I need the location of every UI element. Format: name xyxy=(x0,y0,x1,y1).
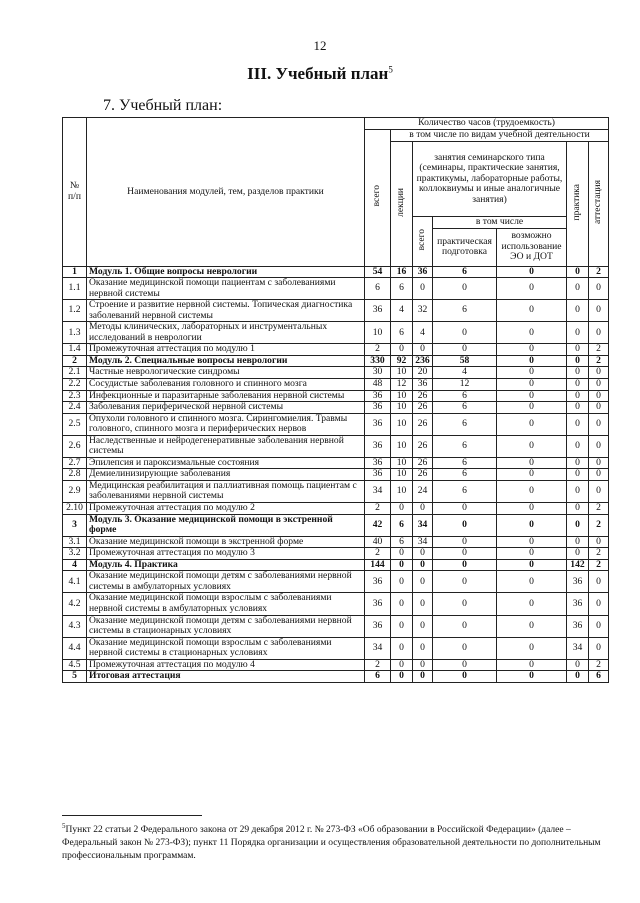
row-value: 6 xyxy=(391,536,413,548)
row-value: 34 xyxy=(365,637,391,659)
row-value: 0 xyxy=(391,659,413,671)
row-value: 0 xyxy=(589,615,609,637)
table-row xyxy=(63,300,609,322)
row-value: 34 xyxy=(413,514,433,536)
table-row xyxy=(63,469,609,481)
row-number: 2.5 xyxy=(63,413,87,435)
section-title-text: III. Учебный план xyxy=(247,64,389,83)
table-row xyxy=(63,435,609,457)
row-value: 0 xyxy=(413,278,433,300)
row-value: 6 xyxy=(391,322,413,344)
row-value: 0 xyxy=(413,571,433,593)
row-value: 0 xyxy=(497,671,567,683)
row-value: 36 xyxy=(365,435,391,457)
row-number: 2.7 xyxy=(63,457,87,469)
row-value: 6 xyxy=(433,266,497,278)
row-value: 4 xyxy=(433,367,497,379)
row-value: 0 xyxy=(567,671,589,683)
table-row xyxy=(63,413,609,435)
row-name: Оказание медицинской помощи взрослым с заболеваниями нервной системы в стационарных условиях xyxy=(87,637,365,659)
row-name: Модуль 4. Практика xyxy=(87,559,365,571)
row-value: 2 xyxy=(589,355,609,367)
row-value: 0 xyxy=(497,322,567,344)
table-body xyxy=(63,266,609,682)
row-value: 26 xyxy=(413,413,433,435)
row-value: 0 xyxy=(497,637,567,659)
row-value: 42 xyxy=(365,514,391,536)
table-row xyxy=(63,514,609,536)
row-value: 0 xyxy=(567,355,589,367)
row-value: 2 xyxy=(365,503,391,515)
row-value: 0 xyxy=(497,457,567,469)
row-value: 36 xyxy=(365,469,391,481)
row-value: 0 xyxy=(433,503,497,515)
row-value: 0 xyxy=(433,536,497,548)
row-value: 0 xyxy=(567,367,589,379)
header-incl-types: в том числе по видам учебной деятельности xyxy=(391,130,609,142)
header-attestation: аттестация xyxy=(593,180,604,224)
table-row xyxy=(63,637,609,659)
table-row xyxy=(63,548,609,560)
table-row xyxy=(63,344,609,356)
table-row xyxy=(63,571,609,593)
row-value: 0 xyxy=(589,480,609,502)
header-vsego2: всего xyxy=(417,228,428,251)
subtitle: 7. Учебный план: xyxy=(103,97,223,114)
row-number: 4.3 xyxy=(63,615,87,637)
row-value: 0 xyxy=(497,503,567,515)
row-value: 0 xyxy=(391,615,413,637)
row-value: 0 xyxy=(497,435,567,457)
row-value: 10 xyxy=(365,322,391,344)
row-value: 10 xyxy=(391,435,413,457)
row-value: 0 xyxy=(567,278,589,300)
row-value: 330 xyxy=(365,355,391,367)
row-value: 10 xyxy=(391,413,413,435)
footnote xyxy=(62,822,610,863)
table-row xyxy=(63,322,609,344)
row-name: Модуль 3. Оказание медицинской помощи в экстренной форме xyxy=(87,514,365,536)
row-name: Оказание медицинской помощи в экстренной форме xyxy=(87,536,365,548)
row-value: 0 xyxy=(497,559,567,571)
row-value: 0 xyxy=(391,548,413,560)
section-title-footnote-mark: 5 xyxy=(388,64,393,75)
table-row xyxy=(63,266,609,278)
row-value: 0 xyxy=(413,637,433,659)
row-value: 36 xyxy=(413,379,433,391)
row-value: 26 xyxy=(413,457,433,469)
row-name: Эпилепсия и пароксизмальные состояния xyxy=(87,457,365,469)
header-name: Наименования модулей, тем, разделов практики xyxy=(87,118,365,267)
row-number: 1.2 xyxy=(63,300,87,322)
row-value: 0 xyxy=(433,278,497,300)
curriculum-table xyxy=(62,117,609,683)
row-name: Оказание медицинской помощи пациентам с заболеваниями нервной системы xyxy=(87,278,365,300)
row-value: 0 xyxy=(497,355,567,367)
row-value: 36 xyxy=(365,593,391,615)
row-value: 0 xyxy=(497,469,567,481)
row-value: 0 xyxy=(497,379,567,391)
row-value: 10 xyxy=(391,367,413,379)
table-row xyxy=(63,402,609,414)
row-value: 2 xyxy=(589,548,609,560)
row-value: 0 xyxy=(567,413,589,435)
row-value: 36 xyxy=(365,390,391,402)
row-value: 36 xyxy=(365,457,391,469)
header-attestation-cell xyxy=(589,142,609,267)
row-value: 36 xyxy=(365,615,391,637)
row-value: 0 xyxy=(567,344,589,356)
header-lectures-cell xyxy=(391,142,413,267)
row-value: 6 xyxy=(433,457,497,469)
row-name: Демиелинизирующие заболевания xyxy=(87,469,365,481)
row-value: 0 xyxy=(433,548,497,560)
row-number: 2 xyxy=(63,355,87,367)
row-value: 0 xyxy=(589,402,609,414)
row-value: 0 xyxy=(391,571,413,593)
row-value: 0 xyxy=(567,514,589,536)
row-value: 0 xyxy=(433,322,497,344)
row-number: 4.2 xyxy=(63,593,87,615)
row-value: 10 xyxy=(391,469,413,481)
row-value: 0 xyxy=(413,559,433,571)
row-name: Опухоли головного и спинного мозга. Сирингомиелия. Травмы головного, спинного мозга и периферических нервов xyxy=(87,413,365,435)
table-row xyxy=(63,480,609,502)
row-value: 12 xyxy=(433,379,497,391)
row-name: Промежуточная аттестация по модулю 3 xyxy=(87,548,365,560)
row-value: 0 xyxy=(413,548,433,560)
row-value: 0 xyxy=(497,413,567,435)
row-value: 6 xyxy=(391,514,413,536)
row-value: 0 xyxy=(433,571,497,593)
row-value: 6 xyxy=(433,300,497,322)
row-number: 5 xyxy=(63,671,87,683)
row-number: 2.8 xyxy=(63,469,87,481)
row-value: 26 xyxy=(413,402,433,414)
row-value: 0 xyxy=(567,503,589,515)
row-value: 0 xyxy=(497,480,567,502)
header-vsego: всего xyxy=(372,185,383,207)
row-value: 0 xyxy=(567,322,589,344)
row-value: 58 xyxy=(433,355,497,367)
row-value: 2 xyxy=(589,266,609,278)
row-value: 4 xyxy=(391,300,413,322)
row-number: 4 xyxy=(63,559,87,571)
footnote-mark: 5 xyxy=(62,822,66,830)
row-value: 0 xyxy=(567,390,589,402)
row-value: 0 xyxy=(433,514,497,536)
row-name: Инфекционные и паразитарные заболевания нервной системы xyxy=(87,390,365,402)
row-value: 0 xyxy=(497,367,567,379)
row-number: 2.6 xyxy=(63,435,87,457)
row-value: 0 xyxy=(567,548,589,560)
row-value: 0 xyxy=(567,300,589,322)
header-practice: практика xyxy=(572,183,583,221)
row-value: 0 xyxy=(589,278,609,300)
row-value: 36 xyxy=(365,300,391,322)
row-value: 6 xyxy=(433,402,497,414)
row-value: 6 xyxy=(433,435,497,457)
row-value: 6 xyxy=(433,390,497,402)
row-value: 0 xyxy=(433,615,497,637)
row-value: 0 xyxy=(589,637,609,659)
row-value: 0 xyxy=(413,671,433,683)
row-value: 0 xyxy=(497,536,567,548)
row-number: 3.1 xyxy=(63,536,87,548)
row-value: 6 xyxy=(391,278,413,300)
header-practical-prep: практическая подготовка xyxy=(433,228,497,266)
row-value: 0 xyxy=(497,571,567,593)
row-value: 2 xyxy=(589,514,609,536)
table-row xyxy=(63,457,609,469)
row-value: 36 xyxy=(413,266,433,278)
row-value: 0 xyxy=(497,548,567,560)
row-value: 0 xyxy=(391,637,413,659)
row-number: 2.10 xyxy=(63,503,87,515)
row-value: 6 xyxy=(433,413,497,435)
row-value: 0 xyxy=(413,615,433,637)
row-value: 10 xyxy=(391,480,413,502)
header-seminar: занятия семинарского типа (семинары, практические занятия, практикумы, лабораторные работы, коллоквиумы и иные аналогичные занятия) xyxy=(413,142,567,217)
row-value: 0 xyxy=(567,536,589,548)
row-number: 2.3 xyxy=(63,390,87,402)
row-value: 0 xyxy=(567,435,589,457)
row-value: 0 xyxy=(589,379,609,391)
header-practice-cell xyxy=(567,142,589,267)
row-value: 142 xyxy=(567,559,589,571)
row-value: 0 xyxy=(589,390,609,402)
table-row xyxy=(63,615,609,637)
row-name: Оказание медицинской помощи детям с заболеваниями нервной системы в амбулаторных условиях xyxy=(87,571,365,593)
header-num: № п/п xyxy=(63,118,87,267)
row-value: 0 xyxy=(567,457,589,469)
row-value: 0 xyxy=(497,344,567,356)
table-row xyxy=(63,659,609,671)
row-value: 0 xyxy=(497,514,567,536)
row-name: Методы клинических, лабораторных и инструментальных исследований в неврологии xyxy=(87,322,365,344)
row-name: Промежуточная аттестация по модулю 1 xyxy=(87,344,365,356)
table-row xyxy=(63,536,609,548)
row-value: 12 xyxy=(391,379,413,391)
row-value: 0 xyxy=(497,266,567,278)
row-value: 0 xyxy=(433,671,497,683)
row-value: 10 xyxy=(391,390,413,402)
row-value: 0 xyxy=(589,322,609,344)
row-value: 0 xyxy=(413,503,433,515)
table-row xyxy=(63,379,609,391)
header-eo-dot: возможно использование ЭО и ДОТ xyxy=(497,228,567,266)
footnote-divider xyxy=(62,815,202,816)
row-value: 2 xyxy=(365,344,391,356)
row-number: 2.2 xyxy=(63,379,87,391)
table-row xyxy=(63,559,609,571)
row-value: 0 xyxy=(433,593,497,615)
row-name: Оказание медицинской помощи взрослым с заболеваниями нервной системы в амбулаторных условиях xyxy=(87,593,365,615)
row-number: 1 xyxy=(63,266,87,278)
row-value: 10 xyxy=(391,402,413,414)
row-value: 30 xyxy=(365,367,391,379)
row-value: 0 xyxy=(497,615,567,637)
footnote-text: Пункт 22 статьи 2 Федерального закона от 29 декабря 2012 г. № 273-ФЗ «Об образовании в Российской Федерации» (далее – Федеральный закон № 273-ФЗ); пункт 11 Порядка организации и осуществления образовательной деятельности по дополнительным профессиональным программам. xyxy=(62,825,601,861)
row-value: 0 xyxy=(589,593,609,615)
row-number: 1.4 xyxy=(63,344,87,356)
row-value: 0 xyxy=(589,571,609,593)
row-value: 36 xyxy=(567,593,589,615)
page-number: 12 xyxy=(313,38,327,53)
row-value: 0 xyxy=(391,559,413,571)
row-name: Медицинская реабилитация и паллиативная помощь пациентам с заболеваниями нервной системы xyxy=(87,480,365,502)
row-value: 0 xyxy=(391,503,413,515)
row-value: 34 xyxy=(567,637,589,659)
row-value: 0 xyxy=(497,593,567,615)
row-value: 10 xyxy=(391,457,413,469)
row-value: 2 xyxy=(589,503,609,515)
row-number: 3 xyxy=(63,514,87,536)
row-value: 0 xyxy=(589,536,609,548)
row-value: 34 xyxy=(413,536,433,548)
row-value: 48 xyxy=(365,379,391,391)
row-value: 6 xyxy=(433,480,497,502)
row-value: 0 xyxy=(413,659,433,671)
row-value: 2 xyxy=(365,548,391,560)
row-value: 0 xyxy=(497,402,567,414)
row-name: Строение и развитие нервной системы. Топическая диагностика заболеваний нервной системы xyxy=(87,300,365,322)
row-name: Промежуточная аттестация по модулю 2 xyxy=(87,503,365,515)
row-value: 0 xyxy=(497,390,567,402)
row-number: 2.4 xyxy=(63,402,87,414)
header-vsego2-cell xyxy=(413,217,433,267)
row-value: 0 xyxy=(567,469,589,481)
row-value: 2 xyxy=(589,344,609,356)
row-value: 0 xyxy=(589,469,609,481)
row-value: 0 xyxy=(497,300,567,322)
row-value: 2 xyxy=(589,559,609,571)
row-value: 0 xyxy=(413,344,433,356)
row-value: 0 xyxy=(567,659,589,671)
row-name: Итоговая аттестация xyxy=(87,671,365,683)
table-row xyxy=(63,355,609,367)
table-row xyxy=(63,390,609,402)
row-name: Заболевания периферической нервной системы xyxy=(87,402,365,414)
row-value: 24 xyxy=(413,480,433,502)
row-name: Модуль 1. Общие вопросы неврологии xyxy=(87,266,365,278)
row-value: 36 xyxy=(567,571,589,593)
table-row xyxy=(63,278,609,300)
row-value: 0 xyxy=(413,593,433,615)
row-name: Промежуточная аттестация по модулю 4 xyxy=(87,659,365,671)
row-value: 0 xyxy=(567,266,589,278)
row-value: 0 xyxy=(433,559,497,571)
row-value: 0 xyxy=(567,379,589,391)
row-value: 0 xyxy=(433,344,497,356)
row-value: 0 xyxy=(433,637,497,659)
row-value: 92 xyxy=(391,355,413,367)
row-value: 0 xyxy=(391,671,413,683)
table-row xyxy=(63,671,609,683)
row-name: Частные неврологические синдромы xyxy=(87,367,365,379)
row-value: 0 xyxy=(589,367,609,379)
row-value: 36 xyxy=(567,615,589,637)
section-title xyxy=(0,64,640,84)
row-value: 36 xyxy=(365,402,391,414)
row-value: 0 xyxy=(391,593,413,615)
row-number: 4.4 xyxy=(63,637,87,659)
row-value: 2 xyxy=(365,659,391,671)
row-value: 0 xyxy=(433,659,497,671)
header-in-total: в том числе xyxy=(433,217,567,229)
row-value: 0 xyxy=(589,457,609,469)
row-value: 0 xyxy=(589,435,609,457)
row-value: 0 xyxy=(589,300,609,322)
row-value: 54 xyxy=(365,266,391,278)
row-value: 26 xyxy=(413,469,433,481)
row-number: 2.9 xyxy=(63,480,87,502)
row-value: 6 xyxy=(433,469,497,481)
row-number: 4.5 xyxy=(63,659,87,671)
row-number: 1.3 xyxy=(63,322,87,344)
row-value: 6 xyxy=(365,278,391,300)
header-hours-total: Количество часов (трудоемкость) xyxy=(365,118,609,130)
table-header xyxy=(63,118,609,267)
row-value: 6 xyxy=(365,671,391,683)
row-number: 2.1 xyxy=(63,367,87,379)
row-value: 26 xyxy=(413,435,433,457)
row-value: 0 xyxy=(567,402,589,414)
row-name: Наследственные и нейродегенеративные заболевания нервной системы xyxy=(87,435,365,457)
row-value: 26 xyxy=(413,390,433,402)
row-value: 36 xyxy=(365,571,391,593)
row-value: 4 xyxy=(413,322,433,344)
row-value: 36 xyxy=(365,413,391,435)
row-value: 0 xyxy=(497,659,567,671)
row-value: 2 xyxy=(589,659,609,671)
row-value: 0 xyxy=(567,480,589,502)
row-value: 32 xyxy=(413,300,433,322)
row-value: 144 xyxy=(365,559,391,571)
row-value: 236 xyxy=(413,355,433,367)
row-number: 1.1 xyxy=(63,278,87,300)
row-value: 0 xyxy=(589,413,609,435)
table-row xyxy=(63,593,609,615)
row-number: 3.2 xyxy=(63,548,87,560)
row-value: 0 xyxy=(391,344,413,356)
table-row xyxy=(63,367,609,379)
row-value: 0 xyxy=(497,278,567,300)
row-value: 20 xyxy=(413,367,433,379)
row-value: 40 xyxy=(365,536,391,548)
row-name: Модуль 2. Специальные вопросы неврологии xyxy=(87,355,365,367)
row-value: 34 xyxy=(365,480,391,502)
header-vsego-cell xyxy=(365,130,391,267)
row-value: 16 xyxy=(391,266,413,278)
row-number: 4.1 xyxy=(63,571,87,593)
header-lectures: лекции xyxy=(396,187,407,217)
row-name: Оказание медицинской помощи детям с заболеваниями нервной системы в стационарных условиях xyxy=(87,615,365,637)
table-row xyxy=(63,503,609,515)
row-name: Сосудистые заболевания головного и спинного мозга xyxy=(87,379,365,391)
row-value: 6 xyxy=(589,671,609,683)
